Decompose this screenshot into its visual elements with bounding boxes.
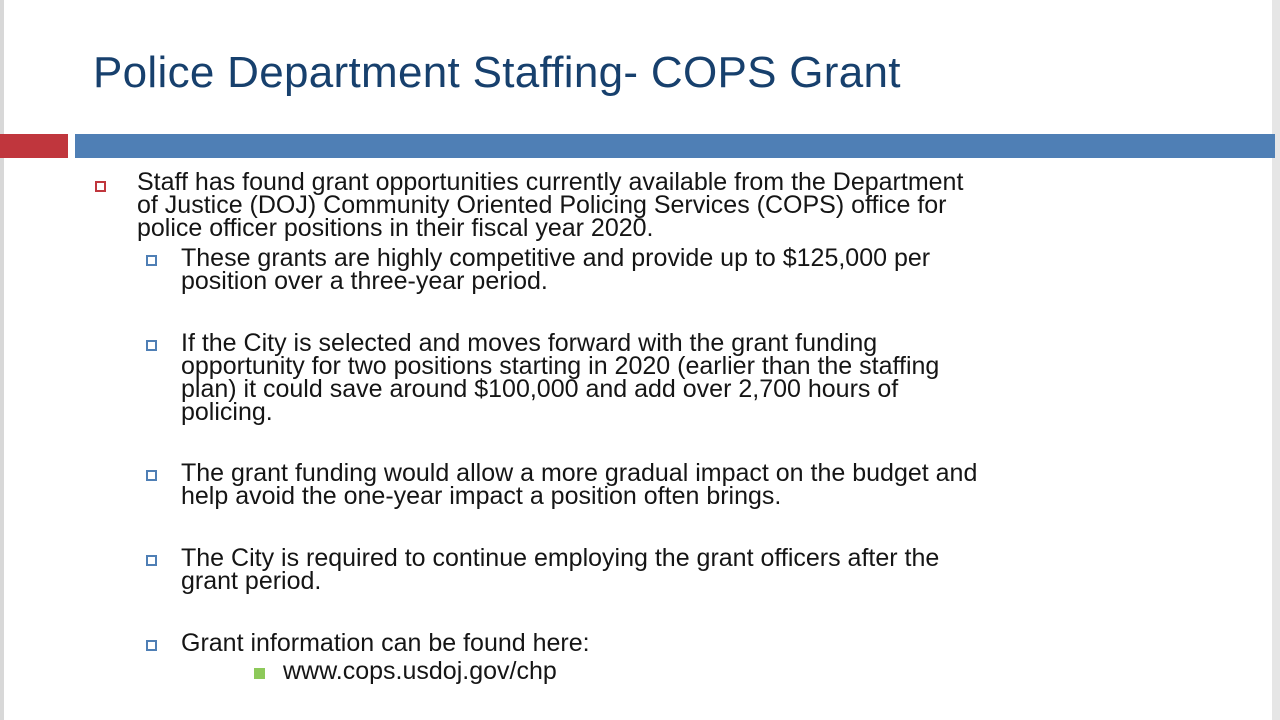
sub-bullet-marker [146,340,157,351]
sub-bullet-line: grant period. [181,567,322,595]
sub-bullet-line: The grant funding would allow a more gradual impact on the budget and [181,459,978,487]
sub-bullet-marker [146,255,157,266]
sub-bullet-line: policing. [181,398,273,426]
grant-info-link[interactable]: www.cops.usdoj.gov/chp [283,657,557,685]
sub-bullet-line: position over a three-year period. [181,267,548,295]
sub-bullet-marker [146,640,157,651]
sub-bullet-text [181,544,940,595]
sub-bullet-text [181,459,978,510]
sub-bullet-line: plan) it could save around $100,000 and add over 2,700 hours of [181,375,899,403]
main-bullet-marker [95,181,106,192]
sub-bullet-marker [146,555,157,566]
sub-bullet-line: The City is required to continue employing the grant officers after the [181,544,940,572]
sub-bullet-line: Grant information can be found here: [181,629,590,657]
sub-bullet-line: If the City is selected and moves forward with the grant funding [181,329,878,357]
main-bullet-line: of Justice (DOJ) Community Oriented Policing Services (COPS) office for [137,191,947,219]
slide-title: Police Department Staffing- COPS Grant [93,48,901,97]
sub-bullet-line: help avoid the one-year impact a position often brings. [181,482,782,510]
sub-bullet-line: opportunity for two positions starting in 2020 (earlier than the staffing [181,352,940,380]
sub-bullet-text [181,329,940,426]
sub-bullet-line: These grants are highly competitive and provide up to $125,000 per [181,244,931,272]
main-bullet-text [137,168,964,242]
main-bullet-line: Staff has found grant opportunities currently available from the Department [137,168,964,196]
main-bullet-line: police officer positions in their fiscal year 2020. [137,214,654,242]
sub-bullet-text [181,629,590,657]
link-bullet-marker [254,668,265,679]
sub-bullet-text [181,244,931,295]
sub-bullet-marker [146,470,157,481]
